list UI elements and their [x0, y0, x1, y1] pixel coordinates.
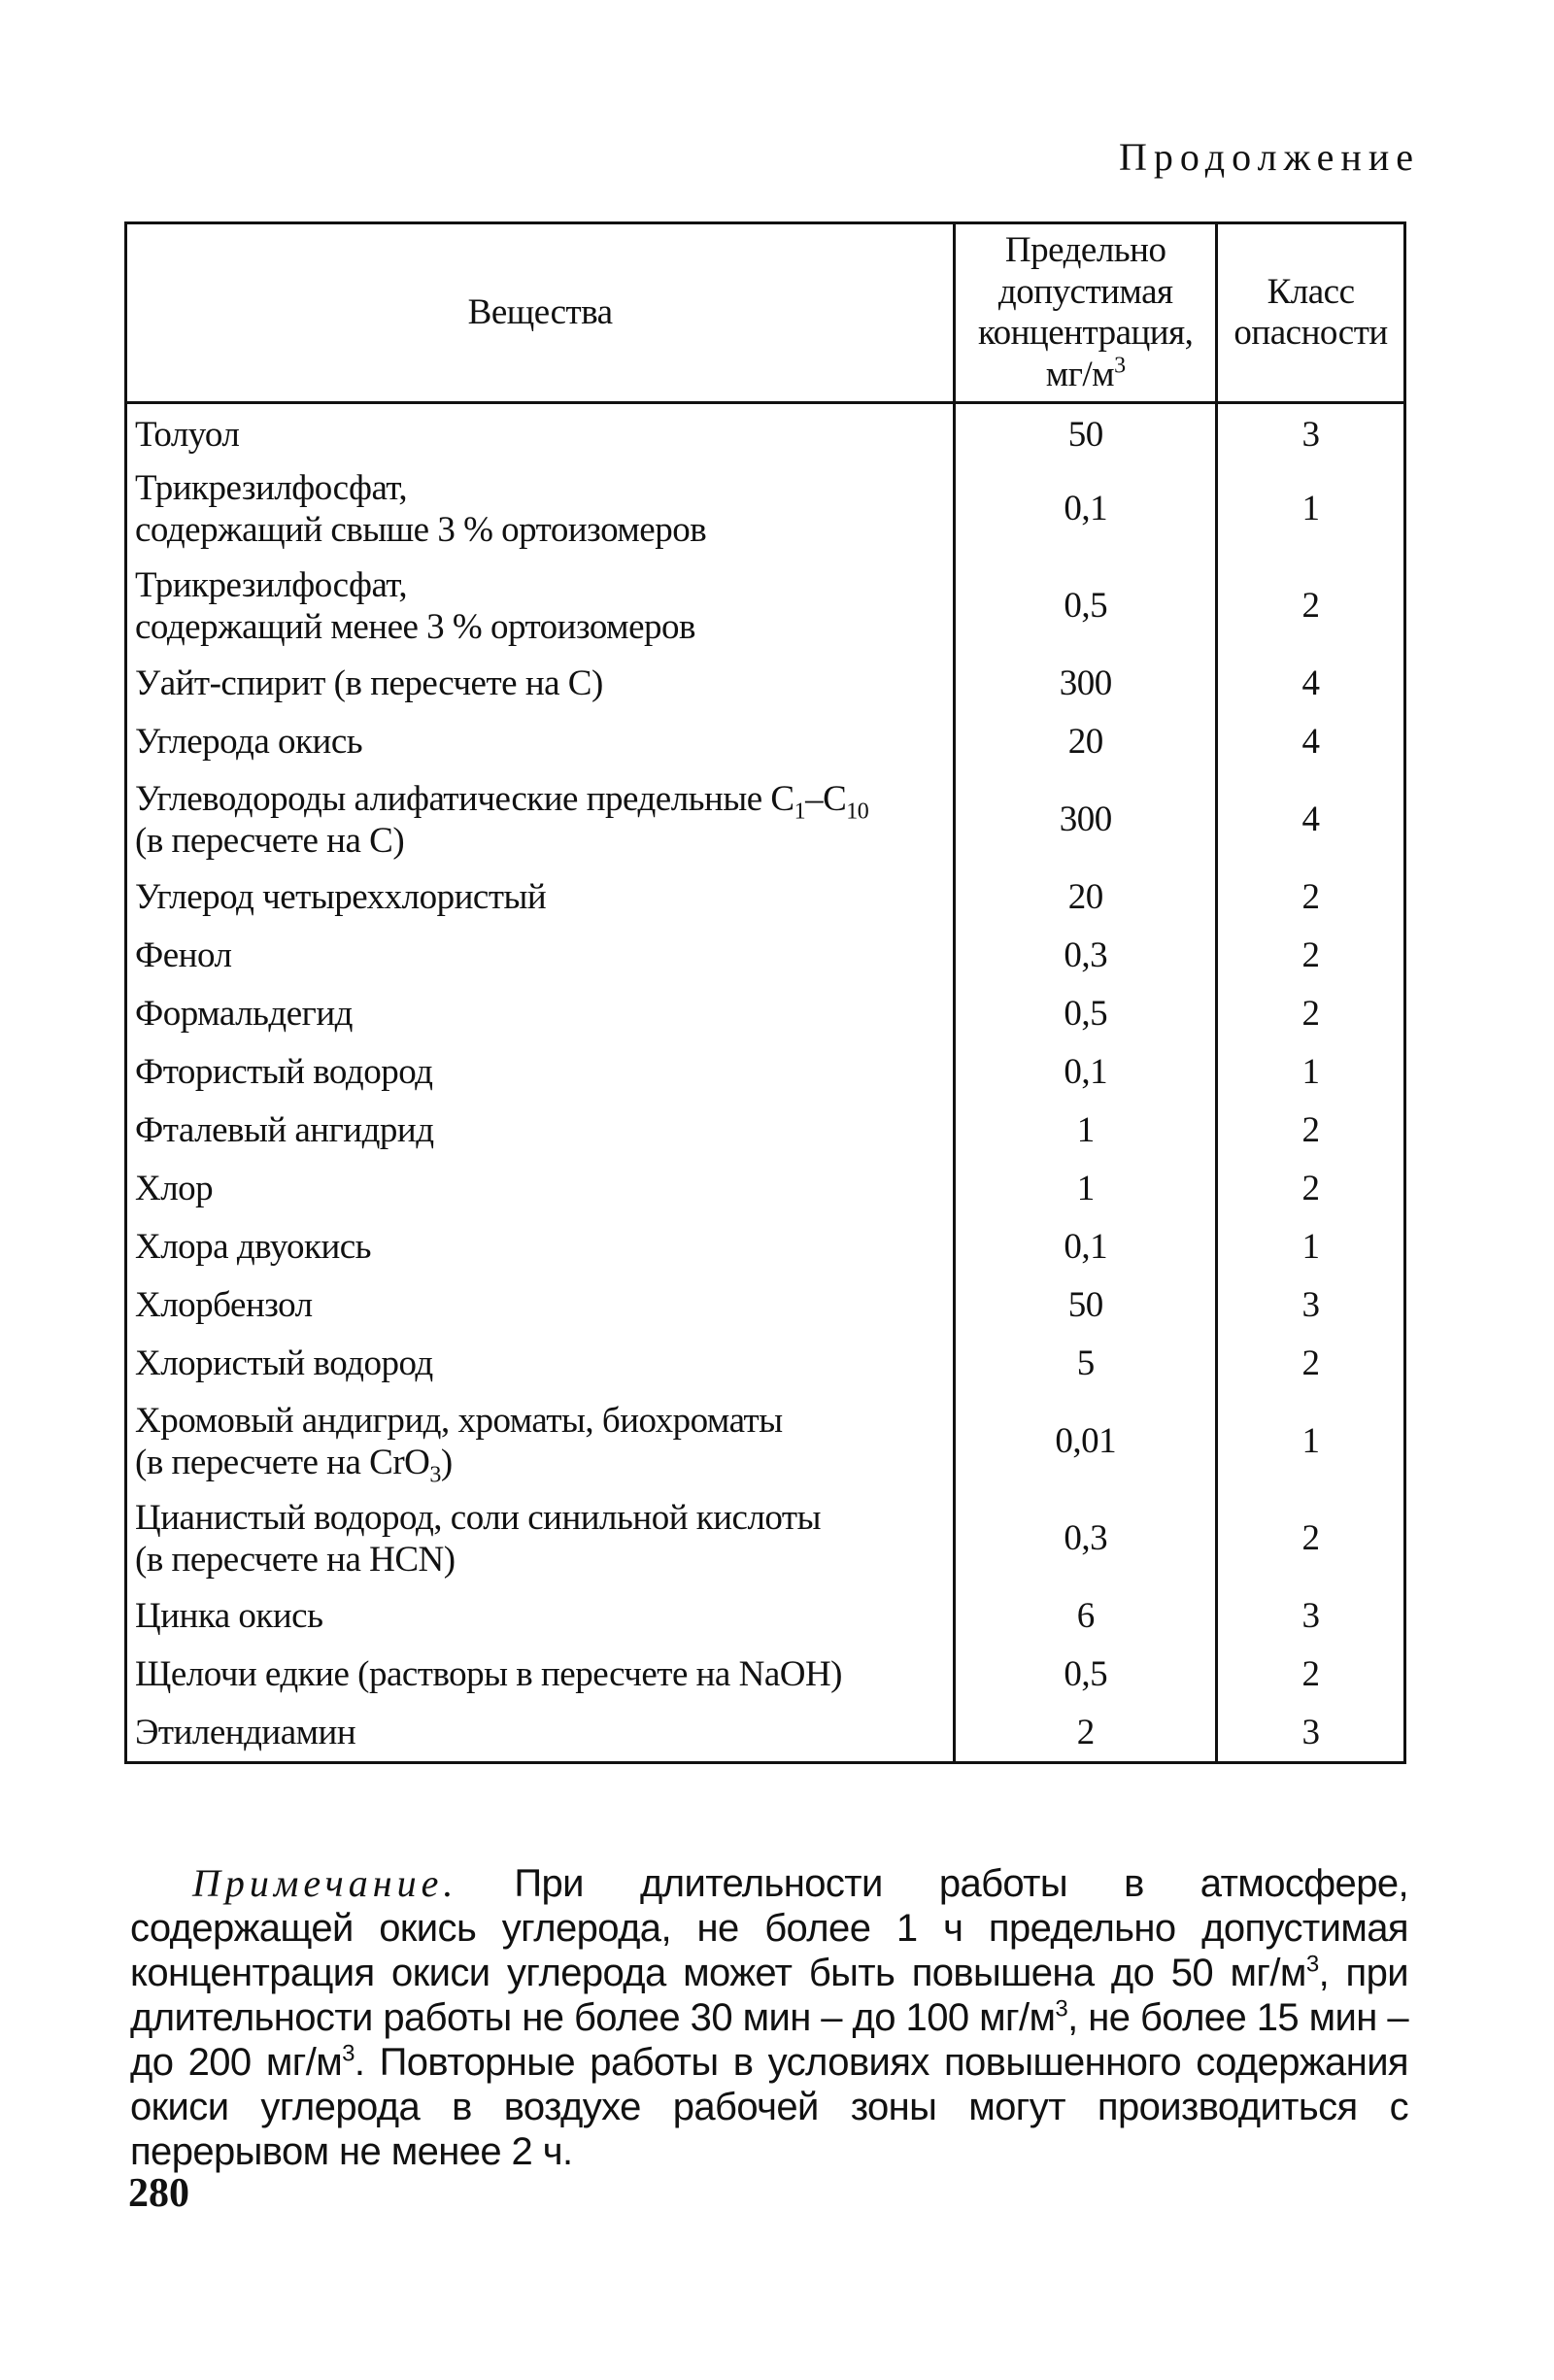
mac-value: 0,1 — [955, 461, 1217, 559]
substance-name: Хлор — [126, 1161, 955, 1219]
hazard-class-value: 2 — [1217, 928, 1405, 986]
hazard-class-value: 1 — [1217, 461, 1405, 559]
substance-name: Углерод четыреххлористый — [126, 869, 955, 928]
mac-value: 0,3 — [955, 928, 1217, 986]
table-row — [126, 1219, 1405, 1277]
substance-name: Хромовый андигрид, хроматы, биохроматы (в пересчете на CrO$_3$) — [126, 1394, 955, 1491]
mac-value: 0,1 — [955, 1044, 1217, 1103]
substance-name: Фтористый водород — [126, 1044, 955, 1103]
hazard-class-value: 2 — [1217, 1491, 1405, 1588]
mac-value: 1 — [955, 1161, 1217, 1219]
table-row — [126, 1044, 1405, 1103]
hazard-class-value: 3 — [1217, 403, 1405, 461]
mac-value: 6 — [955, 1588, 1217, 1647]
table-row — [126, 928, 1405, 986]
column-header-substance: Вещества — [126, 223, 955, 403]
substance-name: Хлорбензол — [126, 1277, 955, 1336]
substance-name: Углерода окись — [126, 714, 955, 772]
mac-value: 1 — [955, 1103, 1217, 1161]
substance-name: Фталевый ангидрид — [126, 1103, 955, 1161]
table-row — [126, 403, 1405, 461]
mac-value: 20 — [955, 714, 1217, 772]
table-row — [126, 559, 1405, 656]
substance-name: Щелочи едкие (растворы в пересчете на NaOH) — [126, 1647, 955, 1705]
table-row — [126, 1705, 1405, 1763]
mac-value: 300 — [955, 772, 1217, 869]
table-row — [126, 656, 1405, 714]
note-label: Примечание. — [192, 1861, 458, 1905]
table-row — [126, 1336, 1405, 1394]
table-row — [126, 1491, 1405, 1588]
hazard-class-value: 2 — [1217, 1103, 1405, 1161]
page-number: 280 — [128, 2171, 189, 2216]
hazard-class-value: 2 — [1217, 559, 1405, 656]
substance-name: Трикрезилфосфат, содержащий менее 3 % ортоизомеров — [126, 559, 955, 656]
table-row — [126, 1394, 1405, 1491]
substances-table — [124, 221, 1406, 1764]
hazard-class-value: 2 — [1217, 986, 1405, 1044]
hazard-class-value: 4 — [1217, 772, 1405, 869]
continuation-label: Продолжение — [1119, 135, 1420, 179]
hazard-class-value: 2 — [1217, 1336, 1405, 1394]
substance-name: Цинка окись — [126, 1588, 955, 1647]
table-row — [126, 772, 1405, 869]
substance-name: Толуол — [126, 403, 955, 461]
substance-name: Хлора двуокись — [126, 1219, 955, 1277]
hazard-class-value: 4 — [1217, 656, 1405, 714]
table-row — [126, 1647, 1405, 1705]
substance-name: Фенол — [126, 928, 955, 986]
mac-value: 2 — [955, 1705, 1217, 1763]
hazard-class-value: 4 — [1217, 714, 1405, 772]
table-row — [126, 1277, 1405, 1336]
mac-value: 300 — [955, 656, 1217, 714]
hazard-class-value: 3 — [1217, 1588, 1405, 1647]
column-header-hazard-class: Класс опасности — [1217, 223, 1405, 403]
table-row — [126, 1161, 1405, 1219]
mac-value: 0,5 — [955, 1647, 1217, 1705]
mac-value: 5 — [955, 1336, 1217, 1394]
mac-value: 50 — [955, 403, 1217, 461]
substance-name: Углеводороды алифатические предельные $С_1-С_{10}$ (в пересчете на С) — [126, 772, 955, 869]
note-paragraph: Примечание. При длительности работы в атмосфере, содержащей окись углерода, не более 1 ч предельно допустимая концентрация окиси углерода может быть повышена до 50 $мг/м^3$, при длительности работы не более 30 мин – до 100 $мг/м^3$, не более 15 мин – до 200 $мг/м^3$. Повторные работы в условиях повышенного содержания окиси углерода в воздухе рабочей зоны могут производиться с перерывом не менее 2 ч. — [130, 1861, 1408, 2173]
table-row — [126, 1588, 1405, 1647]
substance-name: Уайт-спирит (в пересчете на С) — [126, 656, 955, 714]
substance-name: Формальдегид — [126, 986, 955, 1044]
table-row — [126, 869, 1405, 928]
table-row — [126, 986, 1405, 1044]
hazard-class-value: 2 — [1217, 1647, 1405, 1705]
mac-value: 20 — [955, 869, 1217, 928]
mac-value: 50 — [955, 1277, 1217, 1336]
column-header-mac: Предельно допустимая концентрация, $мг/м^3$ — [955, 223, 1217, 403]
table-row — [126, 714, 1405, 772]
table-row — [126, 461, 1405, 559]
table-row — [126, 1103, 1405, 1161]
substance-name: Хлористый водород — [126, 1336, 955, 1394]
mac-value: 0,5 — [955, 986, 1217, 1044]
mac-value: 0,3 — [955, 1491, 1217, 1588]
hazard-class-value: 3 — [1217, 1277, 1405, 1336]
hazard-class-value: 3 — [1217, 1705, 1405, 1763]
substance-name: Этилендиамин — [126, 1705, 955, 1763]
substance-name: Цианистый водород, соли синильной кислоты (в пересчете на HCN) — [126, 1491, 955, 1588]
hazard-class-value: 2 — [1217, 869, 1405, 928]
hazard-class-value: 2 — [1217, 1161, 1405, 1219]
table-header — [126, 223, 1405, 403]
hazard-class-value: 1 — [1217, 1044, 1405, 1103]
mac-value: 0,1 — [955, 1219, 1217, 1277]
mac-value: 0,5 — [955, 559, 1217, 656]
hazard-class-value: 1 — [1217, 1394, 1405, 1491]
substance-name: Трикрезилфосфат, содержащий свыше 3 % ортоизомеров — [126, 461, 955, 559]
mac-value: 0,01 — [955, 1394, 1217, 1491]
hazard-class-value: 1 — [1217, 1219, 1405, 1277]
